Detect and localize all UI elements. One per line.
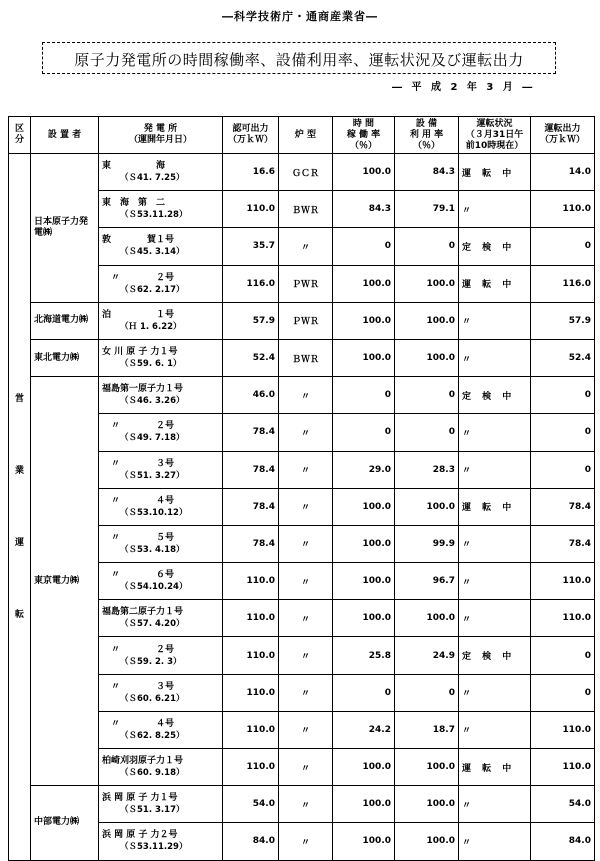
plant-name: 敦 賀１号: [102, 235, 175, 246]
time-rate-cell: 0: [333, 414, 395, 451]
output-cell: 0: [531, 377, 595, 414]
category-char: 転: [14, 609, 24, 620]
plant-cell: [99, 377, 223, 414]
plant-cell: [99, 637, 223, 674]
time-rate-cell: 0: [333, 377, 395, 414]
capacity-cell: 110.0: [223, 711, 279, 748]
util-rate-cell: 79.1: [395, 191, 459, 228]
util-rate-cell: 100.0: [395, 823, 459, 860]
util-rate-cell: 24.9: [395, 637, 459, 674]
reactor-cell: ＧＣＲ: [279, 154, 333, 191]
plant-start-date: （Ｈ 1. 6.22）: [120, 321, 182, 332]
reactor-cell: 〃: [279, 451, 333, 488]
util-rate-cell: 0: [395, 228, 459, 265]
operator-cell: 北海道電力㈱: [31, 302, 99, 339]
ministry-header: ―科学技術庁・通商産業省―: [222, 10, 378, 23]
time-rate-cell: 84.3: [333, 191, 395, 228]
output-cell: 84.0: [531, 823, 595, 860]
output-cell: 52.4: [531, 339, 595, 376]
reactor-cell: 〃: [279, 637, 333, 674]
capacity-cell: 110.0: [223, 563, 279, 600]
status-cell: 〃: [459, 674, 531, 711]
plant-name: 福島第一原子力１号: [102, 384, 184, 395]
plant-start-date: （Ｓ41. 7.25）: [120, 173, 185, 184]
capacity-cell: 35.7: [223, 228, 279, 265]
output-cell: 0: [531, 414, 595, 451]
status-cell: 定 検 中: [459, 228, 531, 265]
category-char: 営: [14, 393, 24, 404]
plant-name: 〃 ３号: [102, 458, 175, 469]
plant-cell: [99, 228, 223, 265]
output-cell: 0: [531, 637, 595, 674]
plant-start-date: （Ｓ54.10.24）: [120, 582, 188, 593]
table-header-row: [9, 117, 595, 154]
util-rate-cell: 0: [395, 377, 459, 414]
capacity-cell: 78.4: [223, 451, 279, 488]
util-rate-cell: 100.0: [395, 488, 459, 525]
plant-cell: [99, 191, 223, 228]
table-row: [9, 302, 595, 339]
report-date: ― 平 成 2 年 3 月 ―: [392, 78, 552, 93]
plant-start-date: （Ｓ51. 3.17）: [120, 805, 185, 816]
capacity-cell: 116.0: [223, 265, 279, 302]
util-rate-cell: 18.7: [395, 711, 459, 748]
status-cell: 〃: [459, 525, 531, 562]
util-rate-cell: 96.7: [395, 563, 459, 600]
capacity-cell: 57.9: [223, 302, 279, 339]
plant-cell: [99, 451, 223, 488]
output-cell: 0: [531, 451, 595, 488]
header-status: 運転状況 （３月31日午前10時現在）: [459, 117, 531, 154]
plant-start-date: （Ｓ53.10.12）: [120, 507, 188, 518]
plant-cell: [99, 525, 223, 562]
plant-name: 〃 ２号: [102, 421, 175, 432]
reactor-cell: 〃: [279, 674, 333, 711]
status-cell: 運 転 中: [459, 749, 531, 786]
plant-start-date: （Ｓ53. 4.18）: [120, 544, 185, 555]
capacity-cell: 110.0: [223, 749, 279, 786]
plant-start-date: （Ｓ57. 4.20）: [120, 619, 185, 630]
plant-start-date: （Ｓ53.11.29）: [120, 842, 188, 853]
reactor-cell: 〃: [279, 823, 333, 860]
util-rate-cell: 0: [395, 674, 459, 711]
status-cell: 〃: [459, 563, 531, 600]
header-util-rate: 設 備 利 用 率 （％）: [395, 117, 459, 154]
util-rate-cell: 100.0: [395, 339, 459, 376]
plant-start-date: （Ｓ53.11.28）: [120, 210, 188, 221]
header-output: 運転出力 （万ｋＷ）: [531, 117, 595, 154]
capacity-cell: 46.0: [223, 377, 279, 414]
status-cell: 〃: [459, 302, 531, 339]
operator-cell: 東北電力㈱: [31, 339, 99, 376]
plant-start-date: （Ｓ60. 6.21）: [120, 693, 185, 704]
status-cell: 定 検 中: [459, 637, 531, 674]
time-rate-cell: 100.0: [333, 525, 395, 562]
util-rate-cell: 0: [395, 414, 459, 451]
capacity-cell: 16.6: [223, 154, 279, 191]
header-plant: 発 電 所 （運開年月日）: [99, 117, 223, 154]
plant-cell: [99, 265, 223, 302]
status-cell: 〃: [459, 711, 531, 748]
output-cell: 57.9: [531, 302, 595, 339]
time-rate-cell: 100.0: [333, 339, 395, 376]
status-cell: 運 転 中: [459, 265, 531, 302]
reactor-cell: 〃: [279, 749, 333, 786]
table-row: [9, 339, 595, 376]
time-rate-cell: 100.0: [333, 488, 395, 525]
page-title: 原子力発電所の時間稼働率、設備利用率、運転状況及び運転出力: [74, 51, 524, 69]
output-cell: 78.4: [531, 525, 595, 562]
output-cell: 110.0: [531, 749, 595, 786]
time-rate-cell: 29.0: [333, 451, 395, 488]
status-cell: 〃: [459, 414, 531, 451]
plant-name: 〃 ２号: [102, 644, 175, 655]
capacity-cell: 78.4: [223, 525, 279, 562]
reactor-cell: 〃: [279, 488, 333, 525]
util-rate-cell: 99.9: [395, 525, 459, 562]
reactor-cell: 〃: [279, 228, 333, 265]
plant-cell: [99, 414, 223, 451]
reactor-cell: 〃: [279, 600, 333, 637]
operator-cell: 東京電力㈱: [31, 377, 99, 786]
plant-name: 柏崎刈羽原子力１号: [102, 756, 184, 767]
plant-cell: [99, 302, 223, 339]
reactor-cell: ＰＷＲ: [279, 302, 333, 339]
capacity-cell: 110.0: [223, 191, 279, 228]
output-cell: 0: [531, 228, 595, 265]
util-rate-cell: 100.0: [395, 302, 459, 339]
util-rate-cell: 100.0: [395, 265, 459, 302]
plant-start-date: （Ｓ49. 7.18）: [120, 433, 185, 444]
time-rate-cell: 24.2: [333, 711, 395, 748]
time-rate-cell: 100.0: [333, 749, 395, 786]
plant-name: 東 海 第 二: [102, 198, 166, 209]
plant-start-date: （Ｓ59. 2. 3）: [120, 656, 182, 667]
plant-cell: [99, 749, 223, 786]
time-rate-cell: 100.0: [333, 302, 395, 339]
plant-cell: [99, 488, 223, 525]
header-category: 区分: [9, 117, 31, 154]
capacity-cell: 110.0: [223, 637, 279, 674]
util-rate-cell: 100.0: [395, 749, 459, 786]
plant-name: 〃 ４号: [102, 495, 175, 506]
plant-start-date: （Ｓ62. 8.25）: [120, 730, 185, 741]
table-row: [9, 377, 595, 414]
plant-cell: [99, 154, 223, 191]
plant-start-date: （Ｓ51. 3.27）: [120, 470, 185, 481]
util-rate-cell: 100.0: [395, 786, 459, 823]
capacity-cell: 54.0: [223, 786, 279, 823]
plant-name: 〃 ５号: [102, 532, 175, 543]
reactor-cell: 〃: [279, 563, 333, 600]
capacity-cell: 52.4: [223, 339, 279, 376]
category-char: 業: [14, 465, 24, 476]
output-cell: 110.0: [531, 191, 595, 228]
table-row: [9, 786, 595, 823]
reactor-cell: 〃: [279, 525, 333, 562]
status-cell: 運 転 中: [459, 488, 531, 525]
time-rate-cell: 100.0: [333, 265, 395, 302]
output-cell: 78.4: [531, 488, 595, 525]
util-rate-cell: 28.3: [395, 451, 459, 488]
output-cell: 110.0: [531, 600, 595, 637]
time-rate-cell: 25.8: [333, 637, 395, 674]
table-row: [9, 154, 595, 191]
header-time-rate: 時 間 稼 働 率 （％）: [333, 117, 395, 154]
capacity-cell: 78.4: [223, 414, 279, 451]
time-rate-cell: 100.0: [333, 600, 395, 637]
util-rate-cell: 100.0: [395, 600, 459, 637]
title-box: [42, 42, 556, 74]
plant-cell: [99, 674, 223, 711]
plant-name: 浜 岡 原 子 力１号: [102, 793, 178, 804]
output-cell: 14.0: [531, 154, 595, 191]
reactor-cell: ＰＷＲ: [279, 265, 333, 302]
output-cell: 110.0: [531, 711, 595, 748]
plant-name: 女 川 原 子 力１号: [102, 347, 178, 358]
output-cell: 0: [531, 674, 595, 711]
plant-table: [8, 116, 595, 861]
output-cell: 54.0: [531, 786, 595, 823]
reactor-cell: 〃: [279, 377, 333, 414]
plant-cell: [99, 600, 223, 637]
plant-cell: [99, 786, 223, 823]
header-reactor: 炉 型: [279, 117, 333, 154]
plant-start-date: （Ｓ59. 6. 1）: [120, 359, 182, 370]
plant-name: 〃 ３号: [102, 681, 175, 692]
status-cell: 〃: [459, 451, 531, 488]
header-operator: 設 置 者: [31, 117, 99, 154]
plant-name: 東 海: [102, 161, 166, 172]
output-cell: 110.0: [531, 563, 595, 600]
capacity-cell: 78.4: [223, 488, 279, 525]
plant-name: 〃 ４号: [102, 718, 175, 729]
capacity-cell: 110.0: [223, 600, 279, 637]
plant-cell: [99, 711, 223, 748]
plant-name: 〃 ６号: [102, 570, 175, 581]
status-cell: 〃: [459, 786, 531, 823]
plant-name: 浜 岡 原 子 力２号: [102, 830, 178, 841]
capacity-cell: 84.0: [223, 823, 279, 860]
reactor-cell: 〃: [279, 711, 333, 748]
reactor-cell: ＢＷＲ: [279, 339, 333, 376]
util-rate-cell: 84.3: [395, 154, 459, 191]
time-rate-cell: 100.0: [333, 786, 395, 823]
time-rate-cell: 100.0: [333, 823, 395, 860]
plant-cell: [99, 823, 223, 860]
status-cell: 運 転 中: [459, 154, 531, 191]
status-cell: 〃: [459, 600, 531, 637]
operator-cell: 中部電力㈱: [31, 786, 99, 860]
time-rate-cell: 0: [333, 228, 395, 265]
output-cell: 116.0: [531, 265, 595, 302]
plant-start-date: （Ｓ62. 2.17）: [120, 284, 185, 295]
category-cell: [9, 154, 31, 861]
plant-cell: [99, 563, 223, 600]
status-cell: 〃: [459, 339, 531, 376]
capacity-cell: 110.0: [223, 674, 279, 711]
operator-cell: 日本原子力発電㈱: [31, 154, 99, 303]
status-cell: 〃: [459, 191, 531, 228]
plant-name: 泊 １号: [102, 309, 175, 320]
time-rate-cell: 0: [333, 674, 395, 711]
category-char: 運: [14, 537, 24, 548]
reactor-cell: 〃: [279, 786, 333, 823]
reactor-cell: 〃: [279, 414, 333, 451]
plant-name: 〃 ２号: [102, 272, 175, 283]
reactor-cell: ＢＷＲ: [279, 191, 333, 228]
plant-start-date: （Ｓ45. 3.14）: [120, 247, 185, 258]
time-rate-cell: 100.0: [333, 154, 395, 191]
plant-start-date: （Ｓ46. 3.26）: [120, 396, 185, 407]
time-rate-cell: 100.0: [333, 563, 395, 600]
plant-cell: [99, 339, 223, 376]
status-cell: 〃: [459, 823, 531, 860]
plant-name: 福島第二原子力１号: [102, 607, 184, 618]
header-capacity: 認可出力 （万ｋＷ）: [223, 117, 279, 154]
plant-start-date: （Ｓ60. 9.18）: [120, 768, 185, 779]
status-cell: 定 検 中: [459, 377, 531, 414]
